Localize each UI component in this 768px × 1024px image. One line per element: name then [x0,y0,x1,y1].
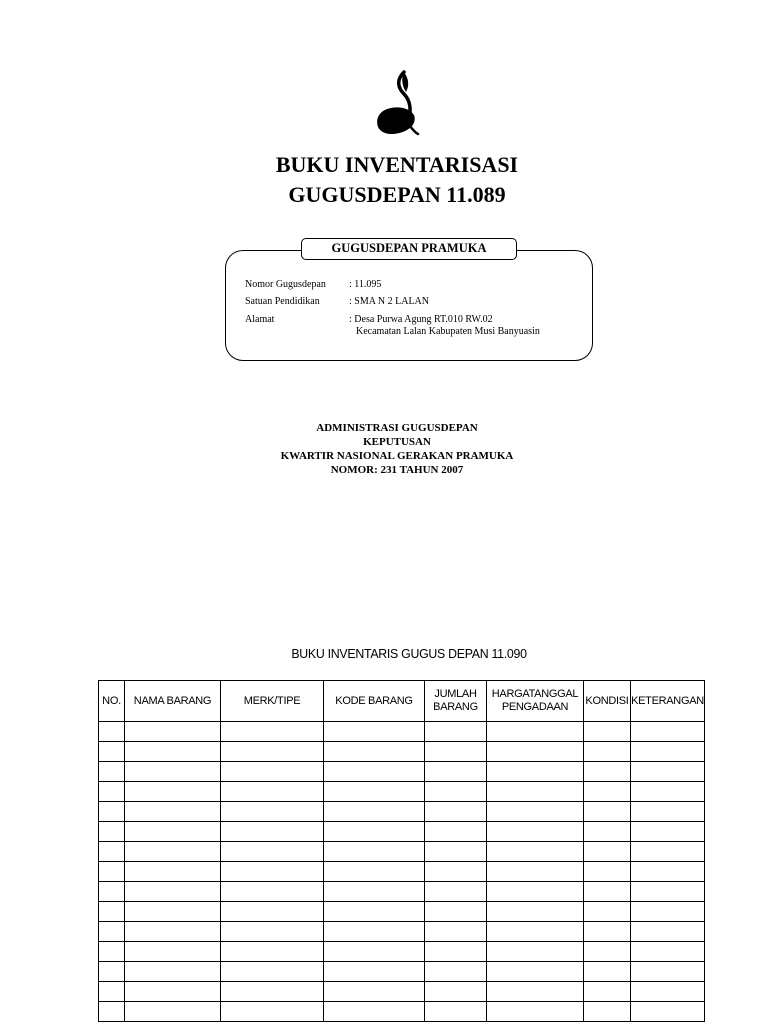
table-cell[interactable] [487,922,584,942]
table-cell[interactable] [125,862,221,882]
table-row [99,922,705,942]
document-title [0,150,768,210]
info-label: Satuan Pendidikan [245,296,320,307]
table-row [99,822,705,842]
table-cell[interactable] [324,802,425,822]
table-cell[interactable] [125,802,221,822]
admin-line-3: KWARTIR NASIONAL GERAKAN PRAMUKA [280,450,514,462]
table-cell[interactable] [324,882,425,902]
table-cell[interactable] [584,782,631,802]
table-cell[interactable] [487,742,584,762]
table-cell[interactable] [99,982,125,1002]
table-cell[interactable] [125,842,221,862]
admin-heading [0,421,768,477]
table-cell[interactable] [631,782,705,802]
table-cell[interactable] [125,982,221,1002]
table-cell[interactable] [324,922,425,942]
table-cell[interactable] [221,982,324,1002]
table-cell[interactable] [221,822,324,842]
table-cell[interactable] [631,942,705,962]
table-row [99,722,705,742]
table-cell[interactable] [631,802,705,822]
table-row [99,1002,705,1022]
table-cell[interactable] [99,782,125,802]
table-cell[interactable] [487,1002,584,1022]
table-cell[interactable] [99,902,125,922]
table-cell[interactable] [584,802,631,822]
table-cell[interactable] [425,742,487,762]
table-cell[interactable] [487,782,584,802]
table-cell[interactable] [324,762,425,782]
table-cell[interactable] [324,962,425,982]
col-header-no: NO. [99,681,125,722]
table-cell[interactable] [221,862,324,882]
table-cell[interactable] [125,762,221,782]
admin-line-4: NOMOR: 231 TAHUN 2007 [330,464,464,476]
table-cell[interactable] [99,822,125,842]
table-cell[interactable] [125,822,221,842]
col-header-keterangan: KETERANGAN [631,681,705,722]
table-cell[interactable] [125,782,221,802]
table-body [99,722,705,1022]
table-row [99,942,705,962]
table-cell[interactable] [324,842,425,862]
table-cell[interactable] [584,962,631,982]
table-title: BUKU INVENTARIS GUGUS DEPAN 11.090 [291,646,527,661]
pramuka-tunas-kelapa-logo [374,70,420,138]
table-cell[interactable] [425,1002,487,1022]
inventory-table [98,680,705,1022]
info-label: Alamat [245,314,275,325]
table-cell[interactable] [125,882,221,902]
table-cell[interactable] [425,782,487,802]
title-line-1: BUKU INVENTARISASI [275,152,519,177]
info-label: Nomor Gugusdepan [245,279,326,290]
table-cell[interactable] [487,902,584,922]
col-header-jumlah-barang: JUMLAH BARANG [425,681,487,722]
table-row [99,762,705,782]
table-cell[interactable] [584,1002,631,1022]
table-cell[interactable] [584,822,631,842]
table-cell[interactable] [125,902,221,922]
table-cell[interactable] [584,882,631,902]
table-cell[interactable] [324,742,425,762]
table-cell[interactable] [425,842,487,862]
table-cell[interactable] [425,882,487,902]
table-cell[interactable] [125,722,221,742]
table-row [99,862,705,882]
table-cell[interactable] [631,962,705,982]
table-cell[interactable] [631,882,705,902]
table-cell[interactable] [324,902,425,922]
table-cell[interactable] [631,742,705,762]
table-cell[interactable] [221,882,324,902]
table-cell[interactable] [99,842,125,862]
info-value: : SMA N 2 LALAN [349,296,430,307]
table-cell[interactable] [99,942,125,962]
table-cell[interactable] [425,962,487,982]
col-header-kode-barang: KODE BARANG [324,681,425,722]
col-header-kondisi: KONDISI [584,681,631,722]
table-cell[interactable] [425,822,487,842]
title-line-2: GUGUSDEPAN 11.089 [288,182,506,207]
table-cell[interactable] [487,822,584,842]
col-header-merk-tipe: MERK/TIPE [221,681,324,722]
col-header-nama-barang: NAMA BARANG [125,681,221,722]
table-cell[interactable] [324,942,425,962]
table-row [99,742,705,762]
table-cell[interactable] [221,762,324,782]
table-cell[interactable] [631,842,705,862]
table-cell[interactable] [324,862,425,882]
table-cell[interactable] [487,942,584,962]
table-cell[interactable] [631,762,705,782]
table-cell[interactable] [425,902,487,922]
table-cell[interactable] [324,1002,425,1022]
table-cell[interactable] [99,922,125,942]
table-cell[interactable] [221,1002,324,1022]
table-cell[interactable] [584,742,631,762]
table-cell[interactable] [487,762,584,782]
table-cell[interactable] [99,862,125,882]
table-cell[interactable] [324,822,425,842]
table-cell[interactable] [487,882,584,902]
table-cell[interactable] [125,962,221,982]
admin-line-1: ADMINISTRASI GUGUSDEPAN [316,422,478,434]
col-header-harga-tanggal: HARGATANGGAL PENGADAAN [487,681,584,722]
table-row [99,982,705,1002]
info-box-tab: GUGUSDEPAN PRAMUKA [301,238,517,260]
table-cell[interactable] [584,762,631,782]
table-cell[interactable] [425,862,487,882]
table-cell[interactable] [221,942,324,962]
table-cell[interactable] [584,902,631,922]
table-cell[interactable] [221,842,324,862]
table-cell[interactable] [221,722,324,742]
table-cell[interactable] [99,742,125,762]
table-cell[interactable] [221,802,324,822]
table-cell[interactable] [487,982,584,1002]
table-cell[interactable] [324,782,425,802]
table-header-row [99,681,705,722]
table-cell[interactable] [99,722,125,742]
table-cell[interactable] [99,762,125,782]
table-cell[interactable] [221,742,324,762]
table-cell[interactable] [99,802,125,822]
table-cell[interactable] [425,982,487,1002]
table-cell[interactable] [221,922,324,942]
table-cell[interactable] [631,722,705,742]
table-cell[interactable] [425,922,487,942]
table-cell[interactable] [584,982,631,1002]
table-cell[interactable] [125,942,221,962]
table-cell[interactable] [584,842,631,862]
table-cell[interactable] [221,902,324,922]
info-value: : Desa Purwa Agung RT.010 RW.02 [349,314,493,325]
table-row [99,962,705,982]
table-cell[interactable] [487,802,584,822]
table-cell[interactable] [99,1002,125,1022]
table-cell[interactable] [631,1002,705,1022]
table-cell[interactable] [631,902,705,922]
table-cell[interactable] [99,962,125,982]
table-row [99,902,705,922]
table-cell[interactable] [487,862,584,882]
table-cell[interactable] [631,862,705,882]
table-cell[interactable] [99,882,125,902]
table-cell[interactable] [584,722,631,742]
table-cell[interactable] [584,942,631,962]
table-cell[interactable] [584,922,631,942]
table-cell[interactable] [631,822,705,842]
table-cell[interactable] [487,842,584,862]
table-cell[interactable] [324,722,425,742]
table-cell[interactable] [425,762,487,782]
table-cell[interactable] [487,722,584,742]
table-row [99,802,705,822]
info-value: : 11.095 [349,279,382,290]
table-row [99,782,705,802]
table-cell[interactable] [221,962,324,982]
table-cell[interactable] [631,922,705,942]
table-cell[interactable] [221,782,324,802]
table-cell[interactable] [584,862,631,882]
table-cell[interactable] [425,722,487,742]
table-row [99,842,705,862]
address-line-2: Kecamatan Lalan Kabupaten Musi Banyuasin [356,326,540,337]
table-cell[interactable] [125,742,221,762]
table-cell[interactable] [487,962,584,982]
table-cell[interactable] [631,982,705,1002]
table-cell[interactable] [324,982,425,1002]
admin-line-2: KEPUTUSAN [363,436,431,448]
table-cell[interactable] [125,922,221,942]
table-cell[interactable] [425,942,487,962]
table-row [99,882,705,902]
table-cell[interactable] [125,1002,221,1022]
table-cell[interactable] [425,802,487,822]
